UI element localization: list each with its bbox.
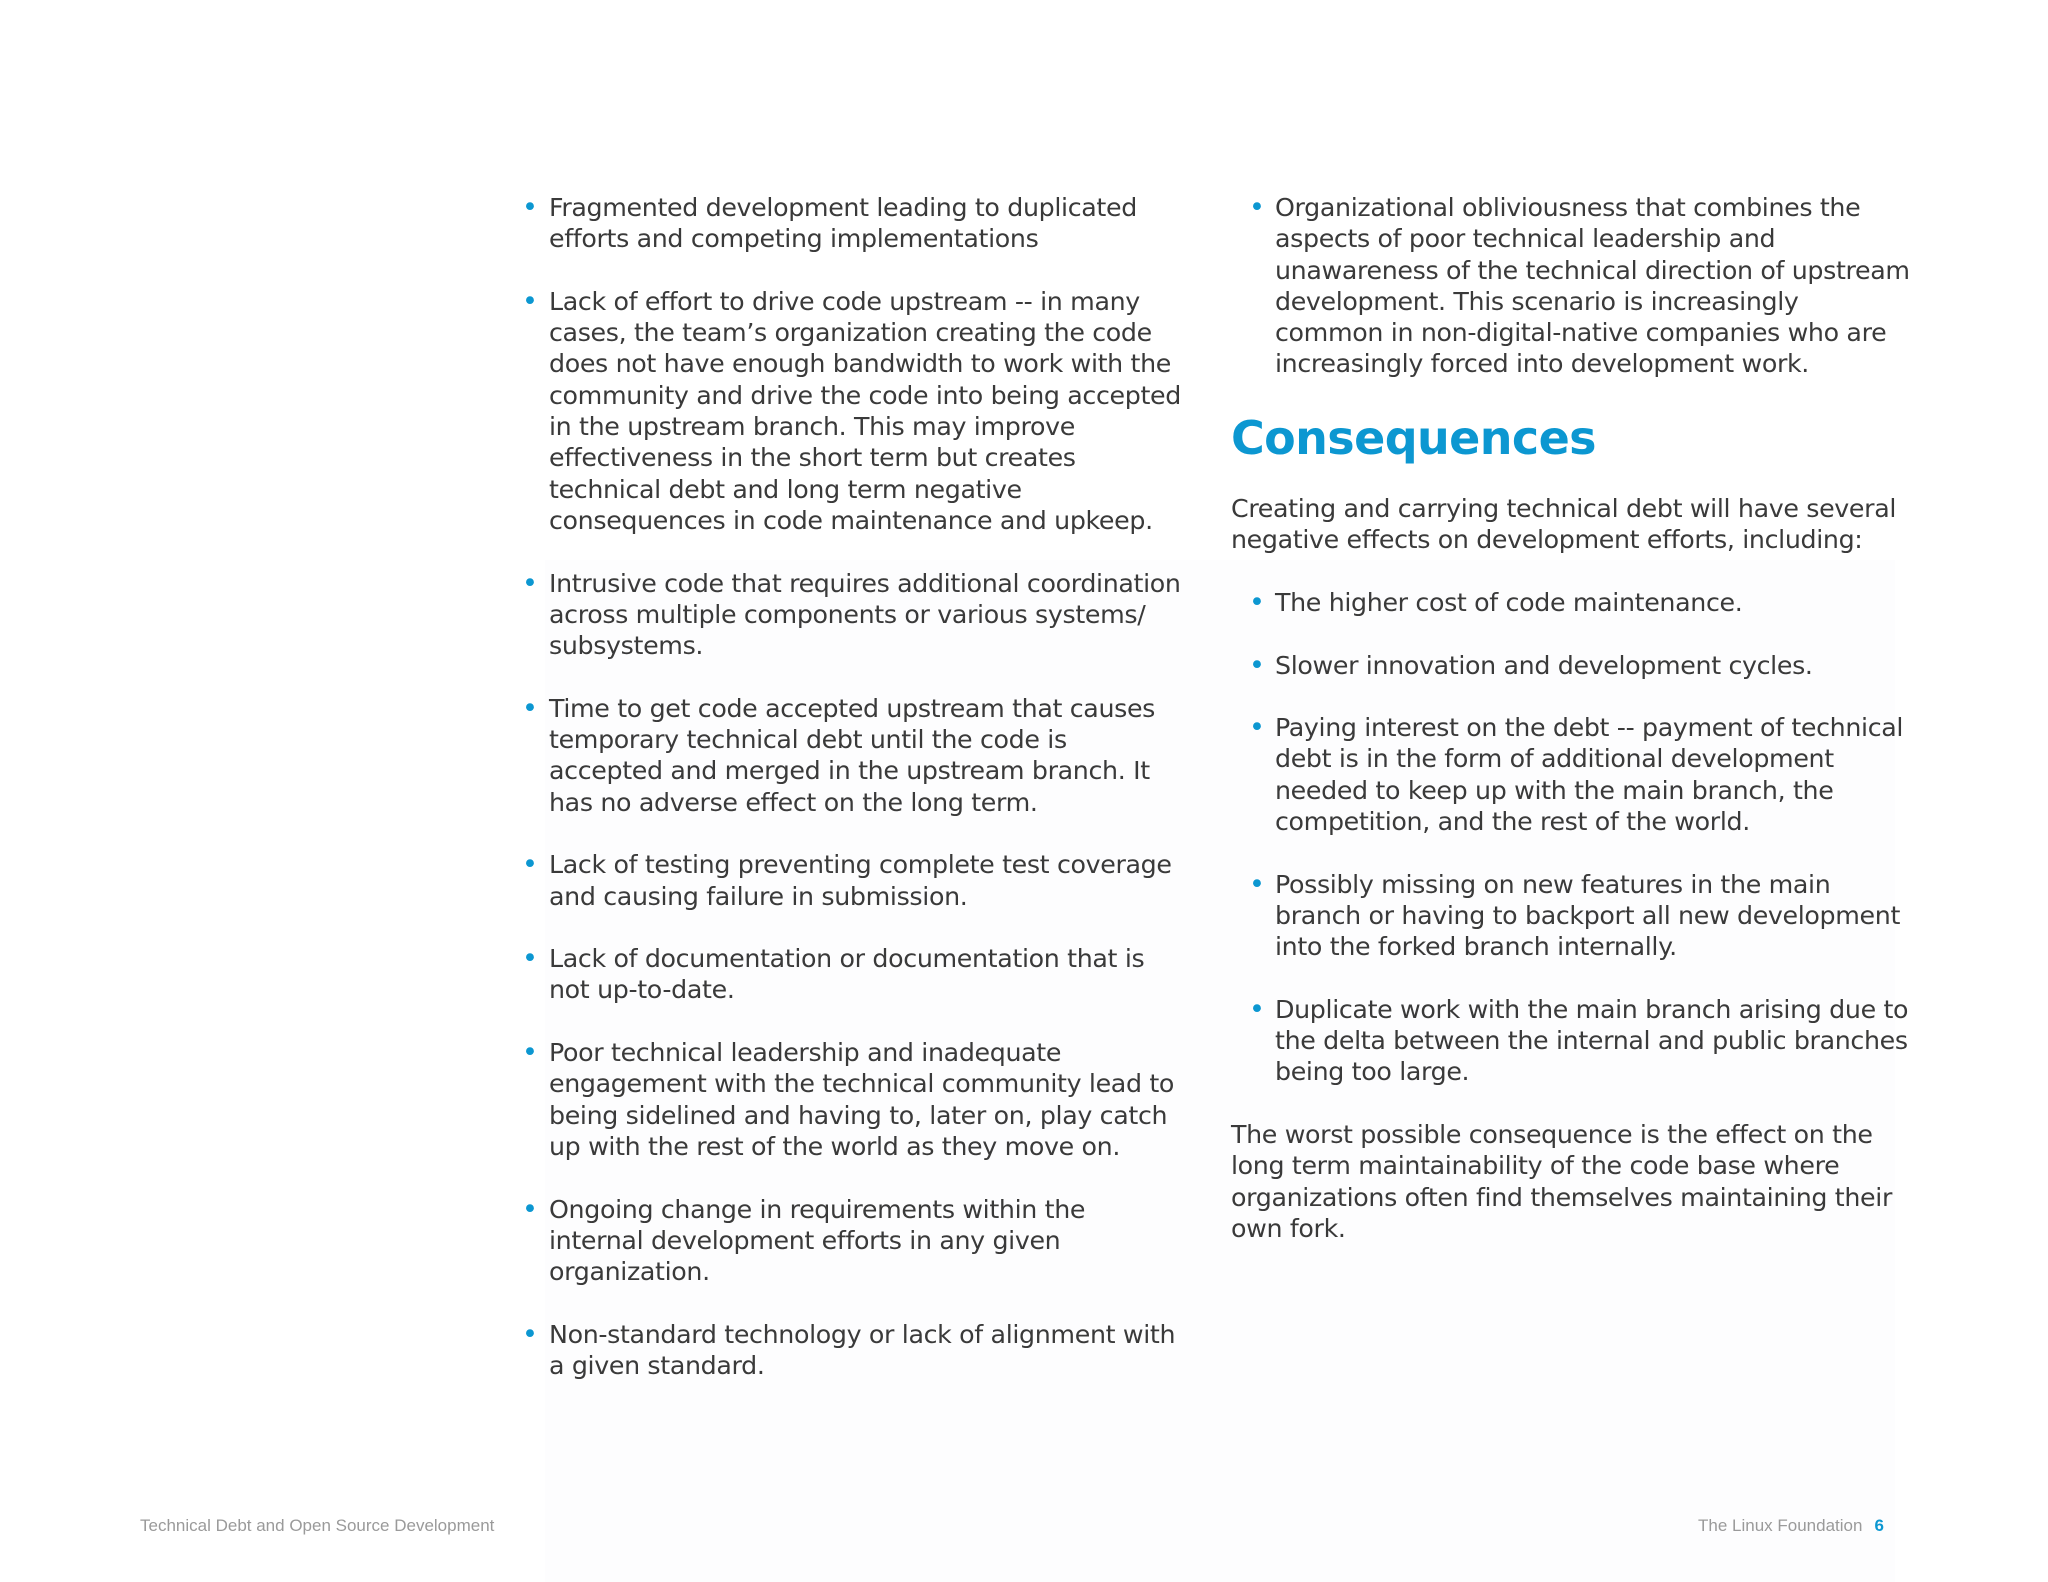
consequences-intro: Creating and carrying technical debt will have several negative effects on development efforts, including: [1231, 494, 1897, 555]
footer-document-title: Technical Debt and Open Source Development [140, 1516, 495, 1535]
causes-list [522, 192, 1182, 1381]
bullet-icon: • [522, 567, 538, 599]
bullet-icon: • [1249, 192, 1265, 223]
list-item-text: Time to get code accepted upstream that causes temporary technical debt until the code is accepted and merged in the upstream branch. It has no adverse effect on the long term. [549, 693, 1155, 817]
list-item-text: Lack of testing preventing complete test coverage and causing failure in submission. [549, 850, 1172, 911]
list-item [1231, 994, 1911, 1088]
list-item-text: Non-standard technology or lack of alignment with a given standard. [549, 1319, 1176, 1380]
list-item [522, 1037, 1182, 1162]
bullet-icon: • [522, 1318, 538, 1350]
bullet-icon: • [1249, 649, 1265, 681]
causes-list-continued [1231, 192, 1911, 380]
list-item [522, 286, 1182, 536]
bullet-icon: • [522, 1037, 538, 1069]
list-item [522, 192, 1182, 255]
list-item-text: Duplicate work with the main branch arising due to the delta between the internal and public branches being too large. [1275, 994, 1909, 1087]
list-item [1231, 192, 1911, 380]
list-item [1231, 869, 1911, 963]
list-item [522, 849, 1182, 912]
bullet-icon: • [522, 1193, 538, 1225]
left-column [522, 192, 1182, 1413]
list-item-text: Lack of documentation or documentation that is not up-to-date. [549, 944, 1145, 1005]
bullet-icon: • [522, 692, 538, 724]
list-item-text: Paying interest on the debt -- payment of technical debt is in the form of additional development needed to keep up with the main branch, the competition, and the rest of the world. [1275, 713, 1904, 837]
list-item-text: Poor technical leadership and inadequate engagement with the technical community lead to being sidelined and having to, later on, play catch up with the rest of the world as they move on. [549, 1038, 1175, 1161]
bullet-icon: • [1249, 868, 1265, 900]
right-column [1231, 192, 1911, 1276]
page-number: 6 [1874, 1516, 1884, 1535]
bullet-icon: • [522, 943, 538, 975]
bullet-icon: • [1249, 586, 1265, 618]
list-item [522, 943, 1182, 1006]
bullet-icon: • [522, 849, 538, 881]
bullet-icon: • [522, 285, 538, 317]
list-item-text: Ongoing change in requirements within the internal development efforts in any given organization. [549, 1194, 1086, 1287]
list-item [1231, 712, 1911, 837]
consequences-heading: Consequences [1231, 411, 1596, 466]
closing-paragraph: The worst possible consequence is the effect on the long term maintainability of the code base where organizations often find themselves maintaining their own fork. [1231, 1120, 1892, 1243]
bullet-icon: • [1249, 712, 1265, 744]
list-item-text: Lack of effort to drive code upstream -- in many cases, the team’s organization creating the code does not have enough bandwidth to work with the community and drive the code into being accepted in the upstream branch. This may improve effectiveness in the short term but creates technical debt and long term negative consequences in code maintenance and upkeep. [549, 286, 1181, 535]
footer-publisher [1698, 1516, 1884, 1536]
list-item-text: Fragmented development leading to duplicated efforts and competing implementations [549, 193, 1137, 254]
list-item [522, 1319, 1182, 1382]
publisher-name: The Linux Foundation [1698, 1516, 1863, 1535]
list-item-text: Slower innovation and development cycles. [1275, 650, 1813, 680]
consequences-list [1231, 587, 1911, 1088]
list-item-text: Possibly missing on new features in the main branch or having to backport all new development into the forked branch internally. [1275, 869, 1901, 962]
list-item [522, 1194, 1182, 1288]
bullet-icon: • [1249, 993, 1265, 1025]
list-item [1231, 650, 1911, 681]
list-item-text: Intrusive code that requires additional coordination across multiple components or various systems/ subsystems. [549, 568, 1181, 661]
bullet-icon: • [522, 192, 538, 223]
list-item [522, 693, 1182, 818]
list-item-text: The higher cost of code maintenance. [1275, 587, 1743, 617]
list-item [1231, 587, 1911, 618]
list-item [522, 568, 1182, 662]
list-item-text: Organizational obliviousness that combines the aspects of poor technical leadership and unawareness of the technical direction of upstream development. This scenario is increasingly common in non-digital-native companies who are increasingly forced into development work. [1275, 193, 1910, 379]
